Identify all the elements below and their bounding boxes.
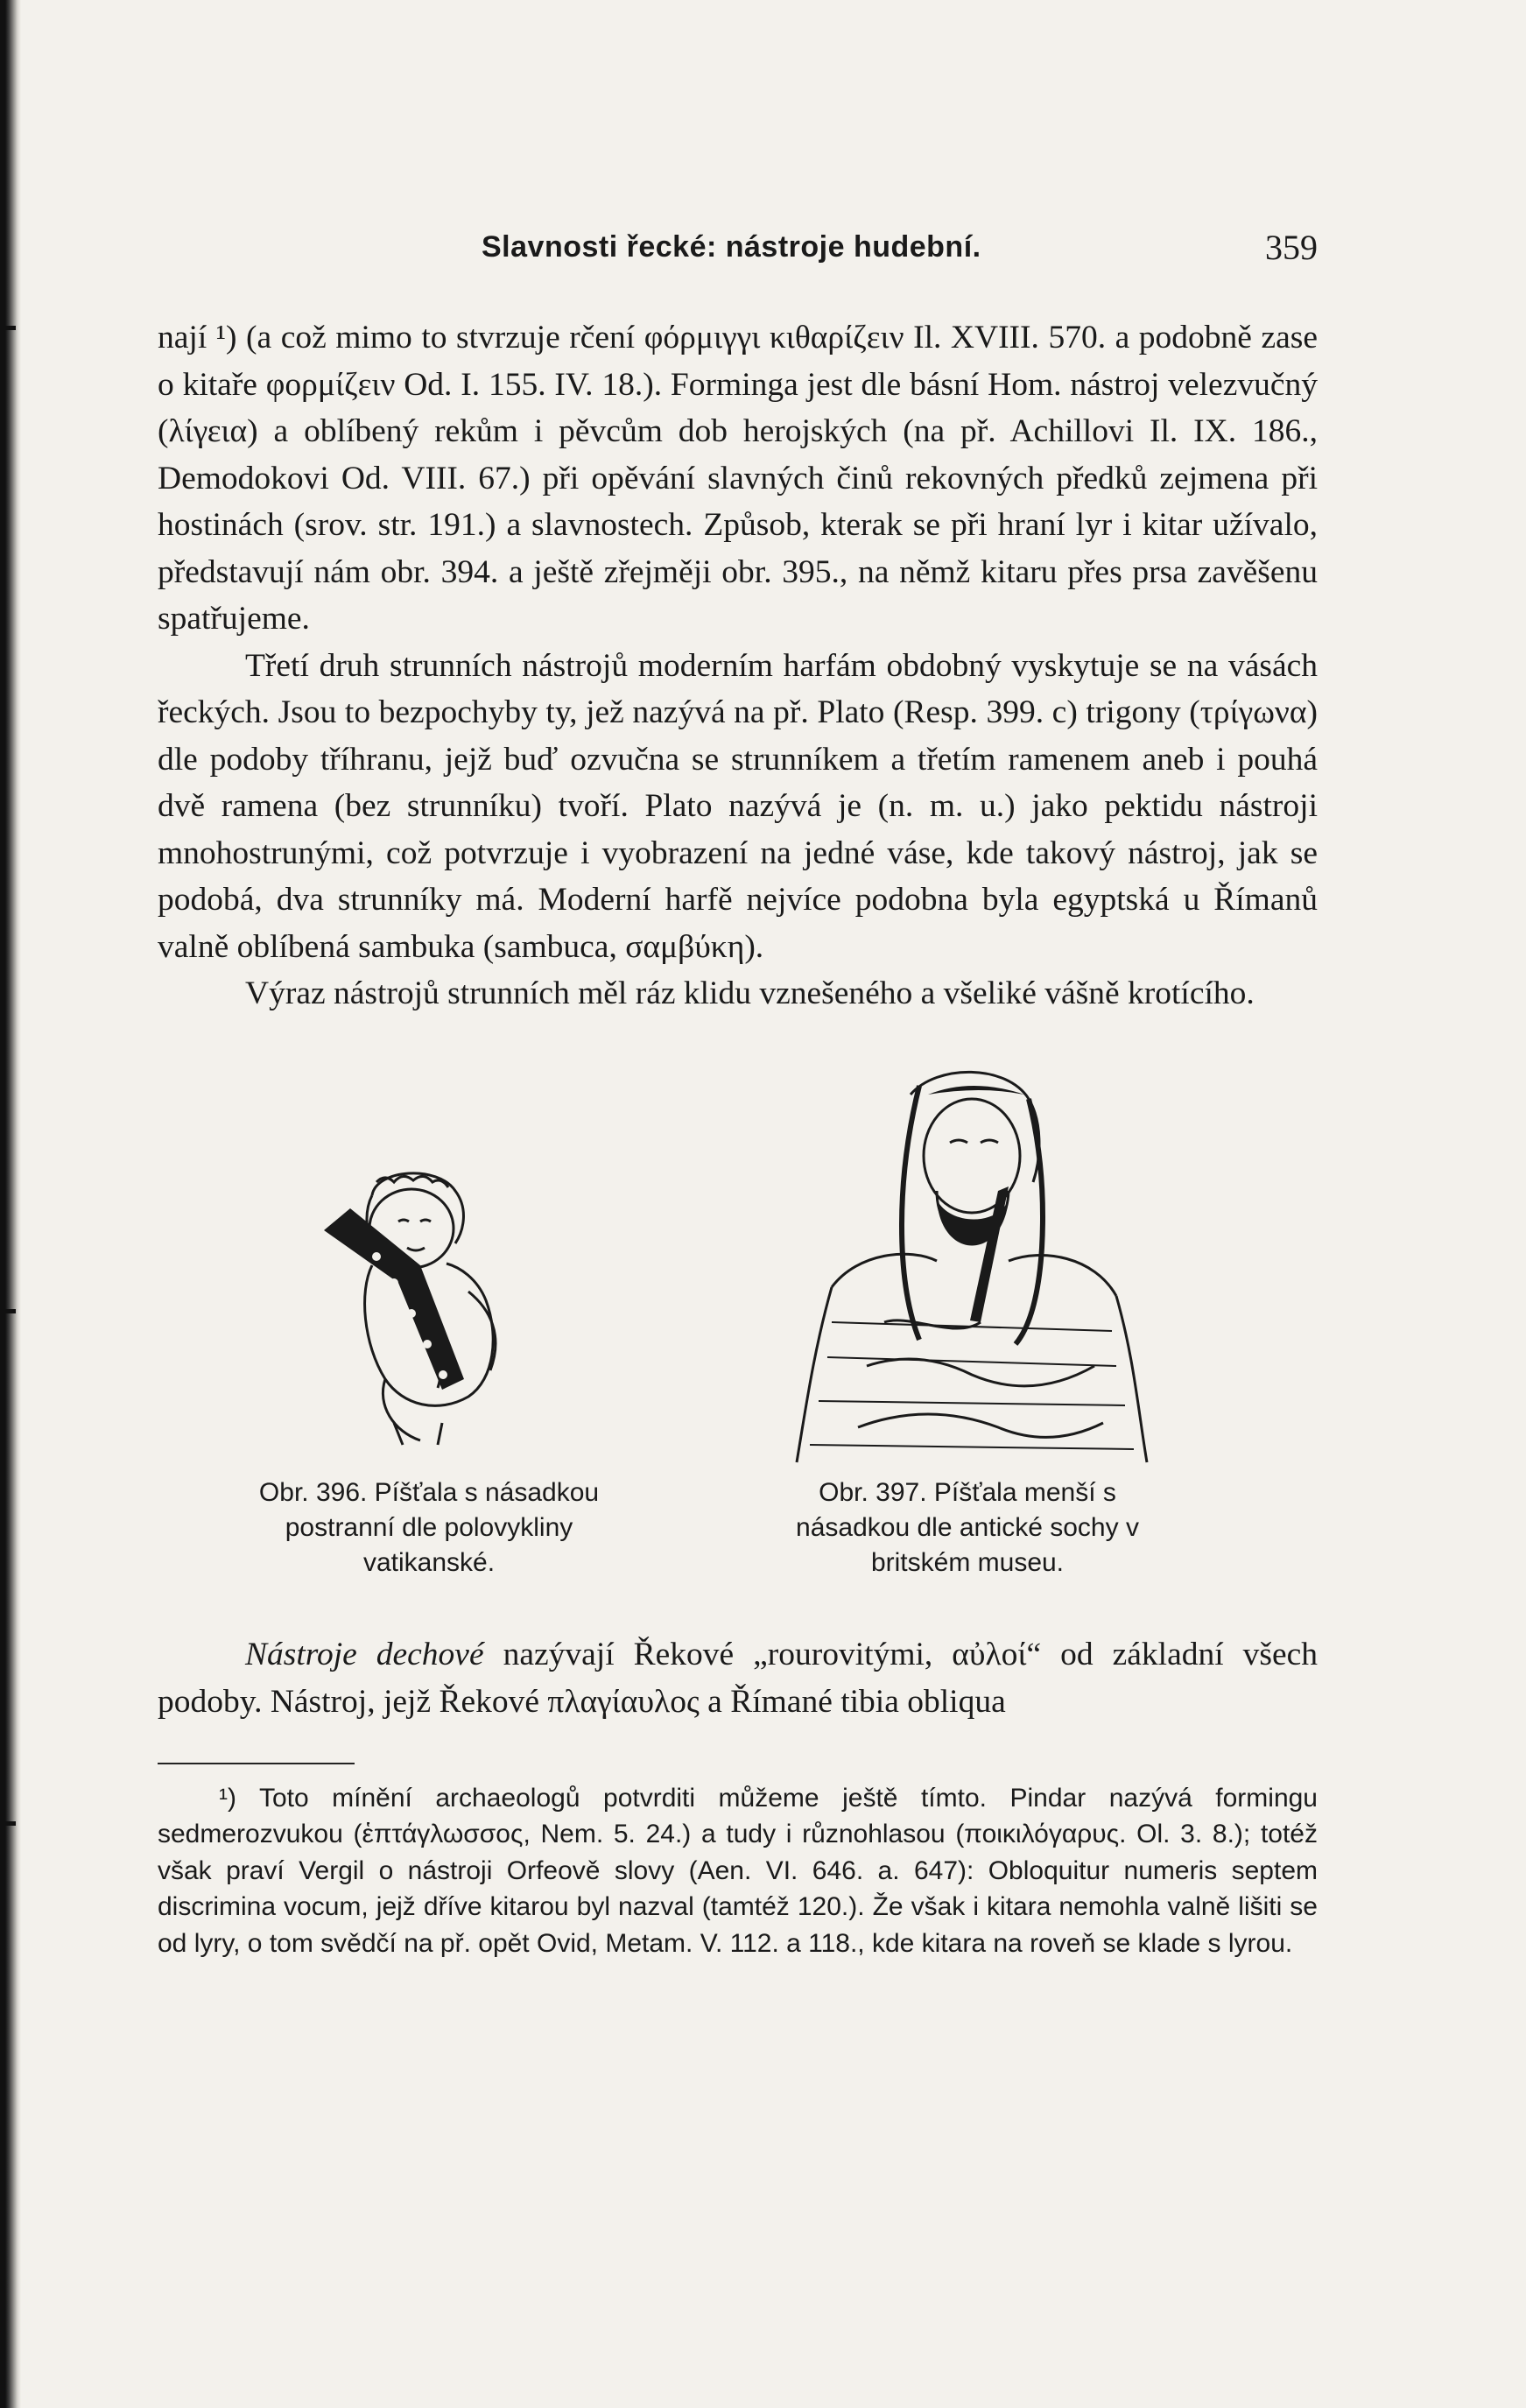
figure-row <box>158 1060 1318 1616</box>
figure-397-caption: Obr. 397. Píšťala menší s násadkou dle antické sochy v britském museu. <box>796 1477 1139 1577</box>
figure-396-caption: Obr. 396. Píšťala s násadkou postranní dle polovykliny vatikanské. <box>258 1477 600 1577</box>
wind-instruments-text <box>158 1631 1318 1726</box>
footnote-text: ¹) Toto mínění archaeologů potvrditi můžeme ještě tímto. Pindar nazývá formingu sedmerozvukou (ἑπτάγλωσσος, Nem. 5. 24.) a tudy i různohlasou (ποικιλόγαρυς. Ol. 3. 8.); totéž však praví Vergil o nástroji Orfeově slovy (Aen. VI. 646. a. 647): Obloquitur numeris septem discrimina vocum, jejž dříve kitarou byl nazval (tamtéž 120.). Že však i kitara nemohla valně lišiti se od lyry, o tom svědčí na př. opět Ovid, Metam. V. 112. a 118., kde kitara na roveň se klade s lyrou. <box>158 1783 1318 1958</box>
running-title: Slavnosti řecké: nástroje hudební. <box>482 230 981 264</box>
paragraph: nají ¹) (a což mimo to stvrzuje rčení φόρμιγγι κιθαρίζειν Il. XVIII. 570. a podobně zase o kitaře φορμίζειν Od. I. 155. IV. 18.). Forminga jest dle básní Hom. nástroj velezvučný (λίγεια) a oblíbený rekům i pěvcům dob herojských (na př. Achillovi Il. IX. 186., Demodokovi Od. VIII. 67.) při opěvání slavných činů rekovných předků zejmena při hostinách (srov. str. 191.) a slavnostech. Způsob, kterak se při hraní lyr i kitar užívalo, představují nám obr. 394. a ještě zřejměji obr. 395., na němž kitaru přes prsa zavěšenu spatřujeme. <box>158 320 1318 637</box>
binding-mark <box>0 1821 16 1826</box>
page-number: 359 <box>1265 228 1318 267</box>
binding-mark <box>0 326 16 330</box>
main-text <box>158 314 1318 1017</box>
section-lead: Nástroje dechové <box>245 1636 484 1672</box>
paragraph: Třetí druh strunních nástrojů moderním harfám obdobný vyskytuje se na vásách řeckých. Jsou to bezpochyby ty, jež nazývá na př. Plato (Resp. 399. c) trigony (τρίγωνα) dle podoby tříhranu, jejž buď ozvučna se strunníkem a třetím ramenem aneb i pouhá dvě ramena (bez strunníku) tvoří. Plato nazývá je (n. m. u.) jako pektidu nástroji mnohostrunými, což potvrzuje i vyobrazení na jedné váse, kde takový nástroj, jak se podobá, dva strunníky má. Moderní harfě nejvíce podobna byla egyptská u Římanů valně oblíbená sambuka (sambuca, σαμβύκη). <box>158 647 1318 965</box>
binding-mark <box>0 1309 16 1313</box>
figure-397-illustration <box>779 1060 1156 1471</box>
figure-396-illustration <box>289 1160 552 1458</box>
footnote-rule <box>158 1763 355 1764</box>
footnote <box>158 1780 1318 1962</box>
paragraph: nazývají Řekové „rourovitými, αὐλοί“ od základní všech podoby. Nástroj, jejž Řekové πλαγίαυλος a Římané tibia obliqua <box>158 1636 1318 1720</box>
paragraph: Výraz nástrojů strunních měl ráz klidu vznešeného a všeliké vášně krotícího. <box>245 975 1255 1011</box>
running-header <box>158 223 1318 279</box>
page-content <box>158 223 1318 1961</box>
page-binding-edge <box>0 0 21 2408</box>
